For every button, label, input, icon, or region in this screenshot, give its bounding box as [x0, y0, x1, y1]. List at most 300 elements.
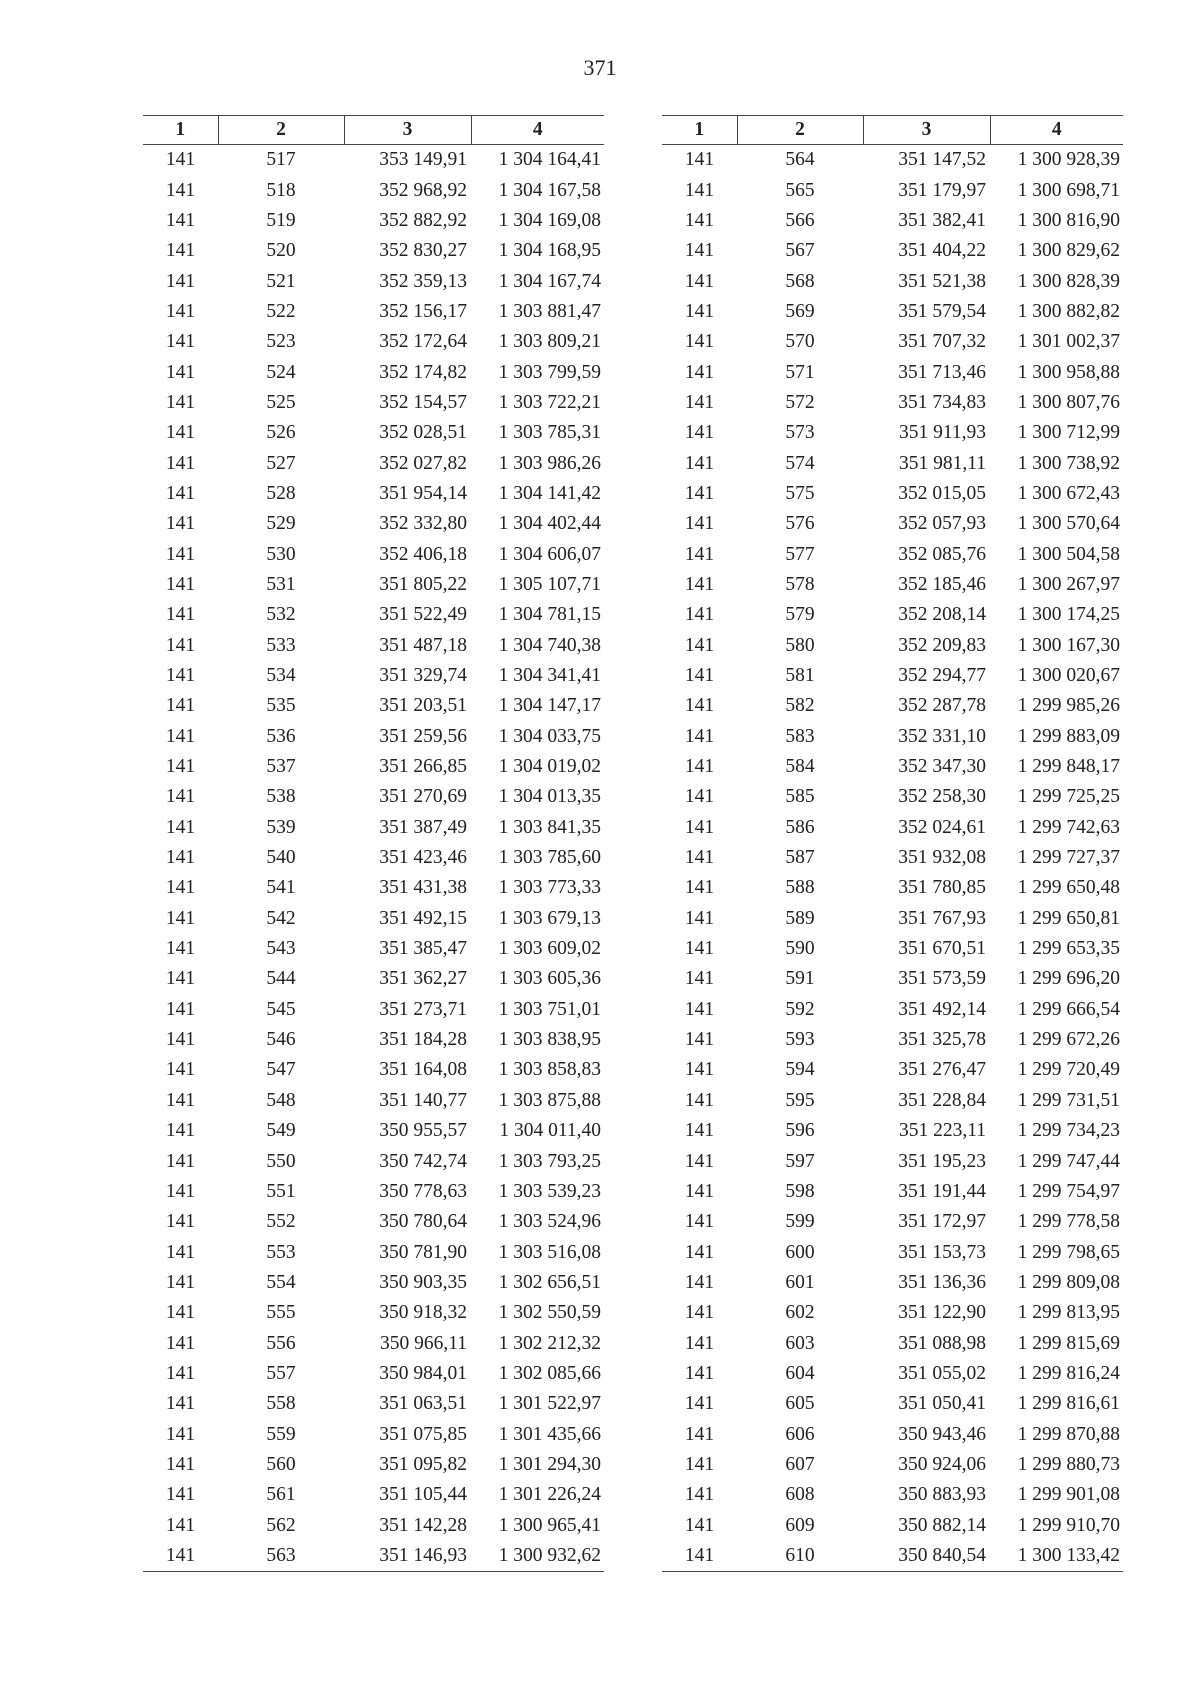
- cell-point-number: 554: [266, 1271, 296, 1293]
- table-row: [662, 722, 1123, 752]
- cell-x-coordinate: 351 191,44: [898, 1180, 986, 1202]
- cell-parcel: 141: [684, 1180, 715, 1202]
- cell-y-coordinate: 1 304 168,95: [498, 240, 601, 262]
- table-row: [143, 964, 604, 994]
- cell-y-coordinate: 1 300 807,76: [1017, 391, 1120, 413]
- cell-x-coordinate: 352 209,83: [898, 634, 986, 656]
- cell-y-coordinate: 1 304 341,41: [498, 665, 601, 687]
- cell-point-number: 568: [785, 270, 815, 292]
- cell-y-coordinate: 1 300 267,97: [1017, 573, 1120, 595]
- cell-parcel: 141: [684, 300, 715, 322]
- cell-y-coordinate: 1 305 107,71: [498, 573, 601, 595]
- cell-parcel: 141: [684, 1059, 715, 1081]
- table-row: [662, 570, 1123, 600]
- cell-parcel: 141: [684, 573, 715, 595]
- cell-point-number: 544: [266, 968, 296, 990]
- cell-x-coordinate: 350 882,14: [898, 1514, 986, 1536]
- cell-point-number: 569: [785, 300, 815, 322]
- column-header-3: 3: [863, 116, 990, 145]
- cell-y-coordinate: 1 300 928,39: [1017, 149, 1120, 171]
- cell-x-coordinate: 352 057,93: [898, 513, 986, 535]
- cell-parcel: 141: [165, 756, 196, 778]
- cell-y-coordinate: 1 299 901,08: [1017, 1484, 1120, 1506]
- table-row: [662, 843, 1123, 873]
- cell-x-coordinate: 350 781,90: [379, 1241, 467, 1263]
- cell-x-coordinate: 352 185,46: [898, 573, 986, 595]
- cell-parcel: 141: [684, 1453, 715, 1475]
- table-row: [662, 236, 1123, 266]
- cell-point-number: 601: [785, 1271, 815, 1293]
- cell-y-coordinate: 1 300 698,71: [1017, 179, 1120, 201]
- cell-x-coordinate: 352 028,51: [379, 422, 467, 444]
- cell-y-coordinate: 1 299 653,35: [1017, 938, 1120, 960]
- cell-point-number: 551: [266, 1180, 296, 1202]
- cell-point-number: 578: [785, 573, 815, 595]
- cell-parcel: 141: [165, 179, 196, 201]
- cell-y-coordinate: 1 300 504,58: [1017, 543, 1120, 565]
- cell-parcel: 141: [165, 1453, 196, 1475]
- table-row: [662, 388, 1123, 418]
- cell-point-number: 540: [266, 847, 296, 869]
- cell-y-coordinate: 1 303 838,95: [498, 1029, 601, 1051]
- table-body: [662, 145, 1123, 1572]
- cell-y-coordinate: 1 303 773,33: [498, 877, 601, 899]
- table-row: [143, 813, 604, 843]
- cell-point-number: 550: [266, 1150, 296, 1172]
- cell-point-number: 542: [266, 907, 296, 929]
- table-row: [143, 631, 604, 661]
- table-row: [662, 1025, 1123, 1055]
- cell-x-coordinate: 352 258,30: [898, 786, 986, 808]
- cell-point-number: 582: [785, 695, 815, 717]
- cell-parcel: 141: [684, 452, 715, 474]
- cell-y-coordinate: 1 300 174,25: [1017, 604, 1120, 626]
- cell-parcel: 141: [684, 1484, 715, 1506]
- cell-x-coordinate: 352 015,05: [898, 482, 986, 504]
- cell-y-coordinate: 1 303 809,21: [498, 331, 601, 353]
- cell-x-coordinate: 351 325,78: [898, 1029, 986, 1051]
- cell-parcel: 141: [165, 573, 196, 595]
- cell-y-coordinate: 1 304 011,40: [499, 1120, 601, 1142]
- table-row: [143, 388, 604, 418]
- cell-parcel: 141: [684, 179, 715, 201]
- cell-parcel: 141: [165, 1089, 196, 1111]
- cell-point-number: 572: [785, 391, 815, 413]
- cell-y-coordinate: 1 300 167,30: [1017, 634, 1120, 656]
- cell-x-coordinate: 350 883,93: [898, 1484, 986, 1506]
- cell-point-number: 598: [785, 1180, 815, 1202]
- table-row: [143, 297, 604, 327]
- cell-point-number: 525: [266, 391, 296, 413]
- cell-y-coordinate: 1 301 226,24: [498, 1484, 601, 1506]
- table-row: [143, 1146, 604, 1176]
- cell-parcel: 141: [684, 725, 715, 747]
- cell-x-coordinate: 351 195,23: [898, 1150, 986, 1172]
- cell-parcel: 141: [165, 1059, 196, 1081]
- cell-y-coordinate: 1 304 167,58: [498, 179, 601, 201]
- cell-point-number: 559: [266, 1423, 296, 1445]
- cell-x-coordinate: 351 136,36: [898, 1271, 986, 1293]
- table-row: [662, 1146, 1123, 1176]
- cell-x-coordinate: 351 184,28: [379, 1029, 467, 1051]
- cell-x-coordinate: 351 385,47: [379, 938, 467, 960]
- cell-parcel: 141: [684, 1089, 715, 1111]
- cell-y-coordinate: 1 303 609,02: [498, 938, 601, 960]
- cell-point-number: 605: [785, 1393, 815, 1415]
- cell-parcel: 141: [165, 604, 196, 626]
- cell-parcel: 141: [684, 1271, 715, 1293]
- cell-x-coordinate: 351 259,56: [379, 725, 467, 747]
- cell-x-coordinate: 351 932,08: [898, 847, 986, 869]
- cell-y-coordinate: 1 299 809,08: [1017, 1271, 1120, 1293]
- table-row: [143, 418, 604, 448]
- table-row: [662, 206, 1123, 236]
- cell-y-coordinate: 1 299 870,88: [1017, 1423, 1120, 1445]
- cell-y-coordinate: 1 303 751,01: [498, 998, 601, 1020]
- table-row: [143, 1237, 604, 1267]
- column-header-4: 4: [471, 116, 604, 145]
- cell-y-coordinate: 1 299 725,25: [1017, 786, 1120, 808]
- cell-y-coordinate: 1 299 910,70: [1017, 1514, 1120, 1536]
- cell-x-coordinate: 351 404,22: [898, 240, 986, 262]
- cell-parcel: 141: [684, 847, 715, 869]
- cell-parcel: 141: [684, 1393, 715, 1415]
- cell-y-coordinate: 1 299 742,63: [1017, 816, 1120, 838]
- table-row: [662, 1268, 1123, 1298]
- table-row: [662, 1541, 1123, 1572]
- cell-y-coordinate: 1 303 524,96: [498, 1211, 601, 1233]
- cell-parcel: 141: [165, 1484, 196, 1506]
- table-row: [662, 661, 1123, 691]
- cell-x-coordinate: 352 174,82: [379, 361, 467, 383]
- cell-point-number: 593: [785, 1029, 815, 1051]
- cell-x-coordinate: 351 767,93: [898, 907, 986, 929]
- cell-x-coordinate: 351 179,97: [898, 179, 986, 201]
- cell-parcel: 141: [165, 1180, 196, 1202]
- cell-parcel: 141: [684, 149, 715, 171]
- cell-point-number: 591: [785, 968, 815, 990]
- cell-parcel: 141: [165, 968, 196, 990]
- cell-point-number: 587: [785, 847, 815, 869]
- table-row: [143, 175, 604, 205]
- cell-y-coordinate: 1 299 813,95: [1017, 1302, 1120, 1324]
- table-row: [662, 266, 1123, 296]
- cell-x-coordinate: 350 924,06: [898, 1453, 986, 1475]
- cell-y-coordinate: 1 304 013,35: [498, 786, 601, 808]
- cell-parcel: 141: [684, 1362, 715, 1384]
- cell-y-coordinate: 1 303 858,83: [498, 1059, 601, 1081]
- cell-y-coordinate: 1 299 883,09: [1017, 725, 1120, 747]
- cell-parcel: 141: [165, 877, 196, 899]
- cell-point-number: 564: [785, 149, 815, 171]
- cell-x-coordinate: 351 713,46: [898, 361, 986, 383]
- table-row: [143, 570, 604, 600]
- cell-x-coordinate: 352 287,78: [898, 695, 986, 717]
- cell-y-coordinate: 1 299 848,17: [1017, 756, 1120, 778]
- cell-point-number: 566: [785, 209, 815, 231]
- cell-x-coordinate: 351 142,28: [379, 1514, 467, 1536]
- cell-y-coordinate: 1 303 986,26: [498, 452, 601, 474]
- cell-y-coordinate: 1 303 881,47: [498, 300, 601, 322]
- cell-point-number: 539: [266, 816, 296, 838]
- cell-y-coordinate: 1 301 522,97: [498, 1393, 601, 1415]
- coordinates-table-right: [662, 115, 1123, 1572]
- cell-parcel: 141: [684, 482, 715, 504]
- cell-parcel: 141: [165, 847, 196, 869]
- cell-parcel: 141: [684, 209, 715, 231]
- table-row: [143, 1359, 604, 1389]
- table-row: [143, 1510, 604, 1540]
- table-row: [143, 1298, 604, 1328]
- cell-x-coordinate: 351 075,85: [379, 1423, 467, 1445]
- cell-y-coordinate: 1 300 882,82: [1017, 300, 1120, 322]
- cell-point-number: 527: [266, 452, 296, 474]
- cell-parcel: 141: [165, 1302, 196, 1324]
- cell-point-number: 543: [266, 938, 296, 960]
- cell-y-coordinate: 1 303 785,60: [498, 847, 601, 869]
- cell-y-coordinate: 1 299 815,69: [1017, 1332, 1120, 1354]
- table-row: [143, 1177, 604, 1207]
- cell-parcel: 141: [684, 1241, 715, 1263]
- cell-x-coordinate: 350 943,46: [898, 1423, 986, 1445]
- cell-point-number: 597: [785, 1150, 815, 1172]
- cell-point-number: 547: [266, 1059, 296, 1081]
- cell-y-coordinate: 1 304 164,41: [498, 149, 601, 171]
- table-row: [662, 691, 1123, 721]
- cell-x-coordinate: 352 968,92: [379, 179, 467, 201]
- cell-point-number: 586: [785, 816, 815, 838]
- cell-x-coordinate: 351 362,27: [379, 968, 467, 990]
- cell-point-number: 571: [785, 361, 815, 383]
- table-row: [143, 691, 604, 721]
- table-row: [662, 1450, 1123, 1480]
- cell-point-number: 609: [785, 1514, 815, 1536]
- cell-x-coordinate: 351 105,44: [379, 1484, 467, 1506]
- column-header-2: 2: [218, 116, 344, 145]
- table-row: [662, 934, 1123, 964]
- cell-point-number: 545: [266, 998, 296, 1020]
- cell-x-coordinate: 352 156,17: [379, 300, 467, 322]
- cell-y-coordinate: 1 304 402,44: [498, 513, 601, 535]
- cell-point-number: 575: [785, 482, 815, 504]
- cell-x-coordinate: 351 521,38: [898, 270, 986, 292]
- table-row: [143, 509, 604, 539]
- cell-point-number: 521: [266, 270, 296, 292]
- cell-y-coordinate: 1 304 167,74: [498, 270, 601, 292]
- table-row: [143, 539, 604, 569]
- table-row: [662, 873, 1123, 903]
- column-header-3: 3: [344, 116, 471, 145]
- cell-x-coordinate: 352 208,14: [898, 604, 986, 626]
- cell-parcel: 141: [165, 513, 196, 535]
- cell-y-coordinate: 1 303 785,31: [498, 422, 601, 444]
- table-row: [143, 782, 604, 812]
- table-row: [662, 509, 1123, 539]
- cell-point-number: 588: [785, 877, 815, 899]
- cell-y-coordinate: 1 299 747,44: [1017, 1150, 1120, 1172]
- table-row: [662, 752, 1123, 782]
- table-row: [662, 1237, 1123, 1267]
- cell-x-coordinate: 352 154,57: [379, 391, 467, 413]
- cell-x-coordinate: 351 228,84: [898, 1089, 986, 1111]
- cell-point-number: 583: [785, 725, 815, 747]
- cell-point-number: 577: [785, 543, 815, 565]
- cell-parcel: 141: [165, 422, 196, 444]
- cell-x-coordinate: 352 331,10: [898, 725, 986, 747]
- cell-point-number: 600: [785, 1241, 815, 1263]
- cell-parcel: 141: [684, 270, 715, 292]
- cell-y-coordinate: 1 304 781,15: [498, 604, 601, 626]
- cell-parcel: 141: [684, 665, 715, 687]
- cell-parcel: 141: [684, 1150, 715, 1172]
- cell-parcel: 141: [684, 998, 715, 1020]
- table-row: [662, 1510, 1123, 1540]
- cell-x-coordinate: 351 063,51: [379, 1393, 467, 1415]
- cell-y-coordinate: 1 301 294,30: [498, 1453, 601, 1475]
- cell-x-coordinate: 351 492,14: [898, 998, 986, 1020]
- cell-y-coordinate: 1 303 875,88: [498, 1089, 601, 1111]
- column-header-4: 4: [990, 116, 1123, 145]
- table-row: [143, 1268, 604, 1298]
- cell-parcel: 141: [165, 1271, 196, 1293]
- table-row: [143, 357, 604, 387]
- cell-point-number: 592: [785, 998, 815, 1020]
- table-row: [143, 1328, 604, 1358]
- table-row: [662, 357, 1123, 387]
- cell-x-coordinate: 350 840,54: [863, 1541, 990, 1572]
- cell-y-coordinate: 1 299 798,65: [1017, 1241, 1120, 1263]
- cell-x-coordinate: 352 332,80: [379, 513, 467, 535]
- cell-parcel: 141: [684, 240, 715, 262]
- cell-parcel: 141: [165, 725, 196, 747]
- cell-y-coordinate: 1 302 550,59: [498, 1302, 601, 1324]
- table-row: [662, 448, 1123, 478]
- cell-x-coordinate: 352 347,30: [898, 756, 986, 778]
- cell-parcel: 141: [684, 1211, 715, 1233]
- cell-parcel: 141: [684, 877, 715, 899]
- cell-parcel: 141: [684, 816, 715, 838]
- cell-parcel: 141: [684, 786, 715, 808]
- cell-point-number: 531: [266, 573, 296, 595]
- table-row: [662, 782, 1123, 812]
- cell-point-number: 604: [785, 1362, 815, 1384]
- table-row: [143, 873, 604, 903]
- cell-x-coordinate: 351 146,93: [344, 1541, 471, 1572]
- table-row: [143, 266, 604, 296]
- cell-y-coordinate: 1 299 720,49: [1017, 1059, 1120, 1081]
- cell-parcel: 141: [165, 240, 196, 262]
- cell-x-coordinate: 350 955,57: [379, 1120, 467, 1142]
- table-row: [662, 1207, 1123, 1237]
- cell-y-coordinate: 1 299 672,26: [1017, 1029, 1120, 1051]
- cell-point-number: 574: [785, 452, 815, 474]
- cell-point-number: 549: [266, 1120, 296, 1142]
- cell-parcel: 141: [165, 1211, 196, 1233]
- table-row: [662, 1359, 1123, 1389]
- cell-x-coordinate: 351 487,18: [379, 634, 467, 656]
- cell-point-number: 584: [785, 756, 815, 778]
- cell-y-coordinate: 1 303 841,35: [498, 816, 601, 838]
- cell-x-coordinate: 351 981,11: [898, 452, 986, 474]
- cell-parcel: 141: [165, 391, 196, 413]
- cell-point-number: 535: [266, 695, 296, 717]
- cell-parcel: 141: [165, 695, 196, 717]
- cell-parcel: 141: [165, 361, 196, 383]
- cell-y-coordinate: 1 299 650,81: [1017, 907, 1120, 929]
- cell-point-number: 524: [266, 361, 296, 383]
- cell-x-coordinate: 351 266,85: [379, 756, 467, 778]
- table-row: [662, 327, 1123, 357]
- table-row: [662, 964, 1123, 994]
- cell-x-coordinate: 353 149,91: [379, 149, 467, 171]
- table-row: [143, 843, 604, 873]
- cell-point-number: 560: [266, 1453, 296, 1475]
- cell-point-number: 533: [266, 634, 296, 656]
- cell-point-number: 522: [266, 300, 296, 322]
- table-row: [662, 1055, 1123, 1085]
- cell-point-number: 541: [266, 877, 296, 899]
- cell-parcel: 141: [684, 361, 715, 383]
- cell-point-number: 523: [266, 331, 296, 353]
- cell-parcel: 141: [684, 968, 715, 990]
- table-row: [143, 722, 604, 752]
- cell-y-coordinate: 1 300 738,92: [1017, 452, 1120, 474]
- table-row: [662, 1177, 1123, 1207]
- cell-point-number: 606: [785, 1423, 815, 1445]
- cell-point-number: 519: [266, 209, 296, 231]
- cell-point-number: 526: [266, 422, 296, 444]
- cell-y-coordinate: 1 301 435,66: [498, 1423, 601, 1445]
- table-row: [143, 479, 604, 509]
- cell-parcel: 141: [684, 422, 715, 444]
- cell-y-coordinate: 1 303 722,21: [498, 391, 601, 413]
- cell-x-coordinate: 351 055,02: [898, 1362, 986, 1384]
- cell-point-number: 538: [266, 786, 296, 808]
- table-body: [143, 145, 604, 1572]
- table-row: [662, 175, 1123, 205]
- cell-point-number: 561: [266, 1484, 296, 1506]
- cell-point-number: 528: [266, 482, 296, 504]
- cell-x-coordinate: 351 172,97: [898, 1211, 986, 1233]
- table-row: [662, 1116, 1123, 1146]
- cell-x-coordinate: 351 164,08: [379, 1059, 467, 1081]
- table-row: [143, 236, 604, 266]
- cell-y-coordinate: 1 300 829,62: [1017, 240, 1120, 262]
- cell-y-coordinate: 1 299 816,61: [1017, 1393, 1120, 1415]
- cell-point-number: 520: [266, 240, 296, 262]
- column-header-2: 2: [737, 116, 863, 145]
- cell-point-number: 563: [218, 1541, 344, 1572]
- cell-y-coordinate: 1 303 679,13: [498, 907, 601, 929]
- cell-parcel: 141: [165, 452, 196, 474]
- cell-point-number: 529: [266, 513, 296, 535]
- table-row: [143, 600, 604, 630]
- cell-x-coordinate: 351 203,51: [379, 695, 467, 717]
- cell-parcel: 141: [165, 1362, 196, 1384]
- cell-point-number: 579: [785, 604, 815, 626]
- cell-x-coordinate: 351 579,54: [898, 300, 986, 322]
- table-row: [662, 1298, 1123, 1328]
- cell-parcel: 141: [165, 665, 196, 687]
- cell-parcel: 141: [165, 1120, 196, 1142]
- cell-x-coordinate: 350 918,32: [379, 1302, 467, 1324]
- cell-point-number: 552: [266, 1211, 296, 1233]
- cell-point-number: 558: [266, 1393, 296, 1415]
- cell-point-number: 573: [785, 422, 815, 444]
- cell-point-number: 570: [785, 331, 815, 353]
- cell-parcel: 141: [684, 1423, 715, 1445]
- table-row: [143, 145, 604, 176]
